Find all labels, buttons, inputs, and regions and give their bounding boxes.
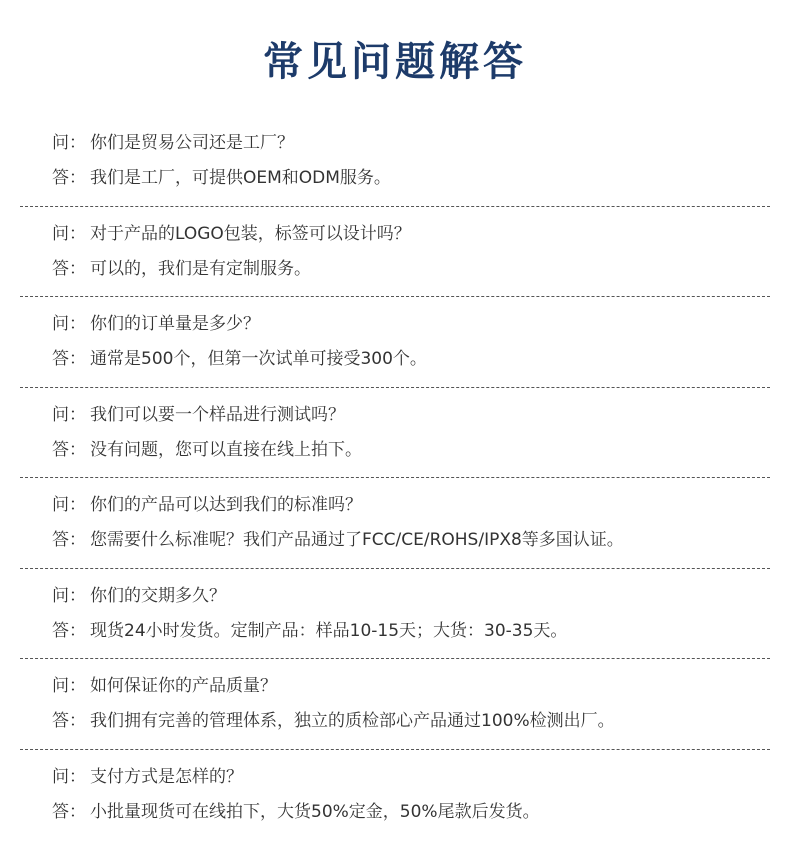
question-text: 你们是贸易公司还是工厂？ — [90, 133, 294, 153]
question-prefix: 问： — [52, 495, 86, 515]
question-text: 如何保证你的产品质量？ — [90, 676, 277, 696]
answer-text: 您需要什么标准呢？我们产品通过了FCC/CE/ROHS/IPX8等多国认证。 — [90, 530, 624, 550]
question-prefix: 问： — [52, 223, 86, 244]
answer-text: 通常是500个，但第一次试单可接受300个。 — [90, 349, 427, 369]
faq-item — [0, 478, 790, 569]
answer-text: 可以的，我们是有定制服务。 — [90, 258, 311, 279]
faq-answer — [52, 437, 766, 463]
question-prefix: 问： — [52, 766, 86, 787]
faq-item — [0, 750, 790, 841]
faq-question — [52, 311, 766, 337]
faq-question — [52, 583, 766, 609]
answer-prefix: 答： — [52, 168, 86, 188]
faq-question — [52, 492, 766, 518]
question-text: 你们的订单量是多少？ — [90, 314, 260, 334]
faq-answer — [52, 527, 766, 553]
answer-prefix: 答： — [52, 258, 86, 279]
answer-text: 现货24小时发货。定制产品：样品10-15天；大货：30-35天。 — [90, 620, 568, 641]
faq-question — [52, 402, 766, 428]
faq-item — [0, 569, 790, 660]
answer-text: 小批量现货可在线拍下，大货50%定金，50%尾款后发货。 — [90, 801, 540, 822]
answer-text: 我们是工厂，可提供OEM和ODM服务。 — [90, 168, 391, 188]
answer-prefix: 答： — [52, 711, 86, 731]
faq-question — [52, 130, 766, 156]
faq-answer — [52, 618, 766, 644]
faq-list — [0, 116, 790, 840]
answer-prefix: 答： — [52, 801, 86, 822]
page-title: 常见问题解答 — [263, 39, 527, 85]
question-text: 支付方式是怎样的？ — [90, 766, 243, 787]
question-text: 我们可以要一个样品进行测试吗？ — [90, 404, 345, 425]
faq-item — [0, 388, 790, 479]
faq-answer — [52, 346, 766, 372]
question-text: 对于产品的LOGO包装，标签可以设计吗？ — [90, 223, 411, 244]
question-text: 你们的交期多久？ — [90, 585, 226, 606]
answer-prefix: 答： — [52, 439, 86, 460]
faq-item — [0, 659, 790, 750]
faq-question — [52, 764, 766, 790]
answer-text: 我们拥有完善的管理体系，独立的质检部心产品通过100%检测出厂。 — [90, 711, 615, 731]
question-text: 你们的产品可以达到我们的标准吗？ — [90, 495, 362, 515]
faq-question — [52, 673, 766, 699]
faq-item — [0, 297, 790, 388]
question-prefix: 问： — [52, 314, 86, 334]
faq-answer — [52, 256, 766, 282]
faq-question — [52, 221, 766, 247]
question-prefix: 问： — [52, 404, 86, 425]
faq-item — [0, 116, 790, 207]
question-prefix: 问： — [52, 133, 86, 153]
answer-prefix: 答： — [52, 620, 86, 641]
faq-answer — [52, 799, 766, 825]
faq-answer — [52, 165, 766, 191]
answer-prefix: 答： — [52, 530, 86, 550]
answer-text: 没有问题，您可以直接在线上拍下。 — [90, 439, 362, 460]
faq-item — [0, 207, 790, 298]
question-prefix: 问： — [52, 585, 86, 606]
answer-prefix: 答： — [52, 349, 86, 369]
question-prefix: 问： — [52, 676, 86, 696]
faq-answer — [52, 708, 766, 734]
